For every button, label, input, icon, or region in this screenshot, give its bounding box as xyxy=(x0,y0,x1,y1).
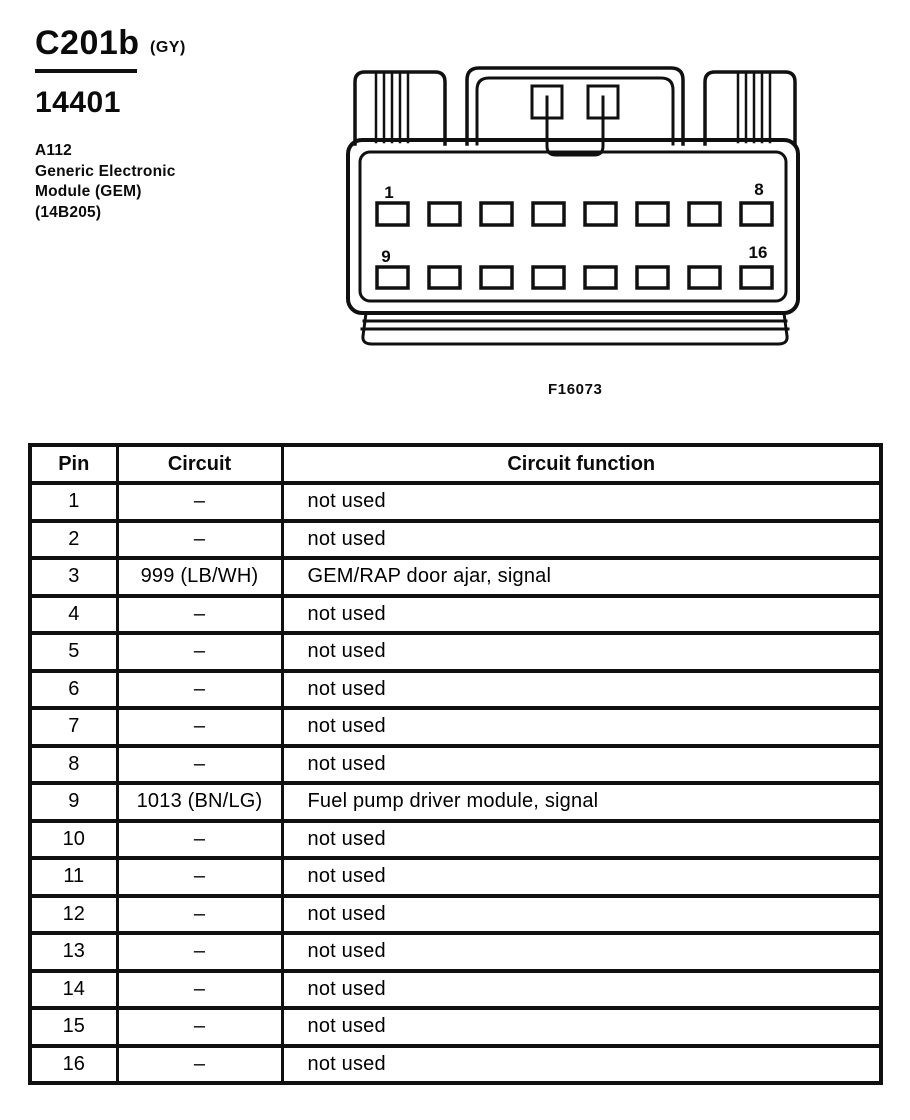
pin-slot xyxy=(429,203,460,225)
pin-label-9: 9 xyxy=(381,247,391,266)
header-circuit-function: Circuit function xyxy=(282,445,881,483)
circuit-cell: – xyxy=(117,933,282,971)
pin-cell: 10 xyxy=(30,821,117,859)
pin-cell: 6 xyxy=(30,671,117,709)
circuit-cell: – xyxy=(117,1046,282,1084)
table-row xyxy=(30,633,881,671)
pin-cell: 1 xyxy=(30,483,117,521)
circuit-cell: – xyxy=(117,671,282,709)
table-row xyxy=(30,746,881,784)
circuit-cell: 1013 (BN/LG) xyxy=(117,783,282,821)
pin-slot xyxy=(429,267,460,288)
table-row xyxy=(30,596,881,634)
connector-left-tab xyxy=(355,72,445,144)
pin-cell: 4 xyxy=(30,596,117,634)
function-cell: not used xyxy=(282,633,881,671)
function-cell: not used xyxy=(282,858,881,896)
part-number: 14401 xyxy=(35,86,121,119)
pin-slot xyxy=(741,267,772,288)
function-cell: not used xyxy=(282,1046,881,1084)
table-row xyxy=(30,933,881,971)
connector-bottom-strips xyxy=(362,313,788,344)
pin-cell: 5 xyxy=(30,633,117,671)
function-cell: not used xyxy=(282,521,881,559)
connector-id-title: C201b xyxy=(35,24,140,62)
table-row xyxy=(30,1008,881,1046)
component-line-4: (14B205) xyxy=(35,203,102,221)
pinout-table xyxy=(28,443,883,1085)
pin-cell: 7 xyxy=(30,708,117,746)
connector-diagram xyxy=(340,52,810,367)
pin-slot xyxy=(585,203,616,225)
circuit-cell: – xyxy=(117,971,282,1009)
circuit-cell: – xyxy=(117,596,282,634)
table-row xyxy=(30,971,881,1009)
pin-slot xyxy=(741,203,772,225)
pin-cell: 3 xyxy=(30,558,117,596)
function-cell: not used xyxy=(282,971,881,1009)
pin-cell: 8 xyxy=(30,746,117,784)
pin-slot xyxy=(377,267,408,288)
component-line-3: Module (GEM) xyxy=(35,183,142,200)
function-cell: not used xyxy=(282,671,881,709)
connector-pin-row-bottom xyxy=(377,267,772,288)
table-row xyxy=(30,783,881,821)
pin-label-16: 16 xyxy=(748,243,768,262)
function-cell: Fuel pump driver module, signal xyxy=(282,783,881,821)
connector-right-tab xyxy=(705,72,795,144)
header-pin: Pin xyxy=(30,445,117,483)
pin-cell: 2 xyxy=(30,521,117,559)
header-circuit: Circuit xyxy=(117,445,282,483)
table-row xyxy=(30,708,881,746)
pin-slot xyxy=(481,203,512,225)
circuit-cell: – xyxy=(117,896,282,934)
function-cell: not used xyxy=(282,1008,881,1046)
function-cell: not used xyxy=(282,483,881,521)
pin-slot xyxy=(637,203,668,225)
pin-cell: 16 xyxy=(30,1046,117,1084)
pin-slot xyxy=(533,203,564,225)
function-cell: GEM/RAP door ajar, signal xyxy=(282,558,881,596)
pin-cell: 11 xyxy=(30,858,117,896)
circuit-cell: – xyxy=(117,708,282,746)
table-row xyxy=(30,858,881,896)
table-row xyxy=(30,821,881,859)
function-cell: not used xyxy=(282,596,881,634)
pin-table-body xyxy=(30,483,881,1083)
pin-slot xyxy=(377,203,408,225)
pin-cell: 14 xyxy=(30,971,117,1009)
function-cell: not used xyxy=(282,821,881,859)
table-row xyxy=(30,1046,881,1084)
component-line-2: Generic Electronic xyxy=(35,162,176,180)
circuit-cell: – xyxy=(117,483,282,521)
circuit-cell: 999 (LB/WH) xyxy=(117,558,282,596)
table-row xyxy=(30,558,881,596)
pin-slot xyxy=(533,267,564,288)
connector-body-inner xyxy=(360,152,786,301)
component-description xyxy=(35,141,176,223)
table-row xyxy=(30,521,881,559)
function-cell: not used xyxy=(282,746,881,784)
latch-center-lobe xyxy=(547,97,603,155)
pin-label-8: 8 xyxy=(754,180,764,199)
function-cell: not used xyxy=(282,896,881,934)
connector-color-code: (GY) xyxy=(150,39,186,56)
connector-body-outer xyxy=(348,140,798,313)
pin-slot xyxy=(689,267,720,288)
circuit-cell: – xyxy=(117,633,282,671)
pin-cell: 12 xyxy=(30,896,117,934)
circuit-cell: – xyxy=(117,821,282,859)
table-row xyxy=(30,483,881,521)
pin-slot xyxy=(585,267,616,288)
circuit-cell: – xyxy=(117,521,282,559)
connector-pin-row-top xyxy=(377,203,772,225)
left-tab-hatch xyxy=(376,74,408,142)
pin-slot xyxy=(689,203,720,225)
pin-cell: 13 xyxy=(30,933,117,971)
right-tab-hatch xyxy=(738,74,770,142)
function-cell: not used xyxy=(282,708,881,746)
circuit-cell: – xyxy=(117,746,282,784)
pin-slot xyxy=(637,267,668,288)
title-underline xyxy=(35,69,137,73)
pin-slot xyxy=(481,267,512,288)
circuit-cell: – xyxy=(117,858,282,896)
table-row xyxy=(30,896,881,934)
component-line-1: A112 xyxy=(35,142,72,159)
table-row xyxy=(30,671,881,709)
table-header-row xyxy=(30,445,881,483)
function-cell: not used xyxy=(282,933,881,971)
circuit-cell: – xyxy=(117,1008,282,1046)
pin-cell: 15 xyxy=(30,1008,117,1046)
pin-cell: 9 xyxy=(30,783,117,821)
pin-label-1: 1 xyxy=(384,183,394,202)
figure-number: F16073 xyxy=(548,381,603,398)
